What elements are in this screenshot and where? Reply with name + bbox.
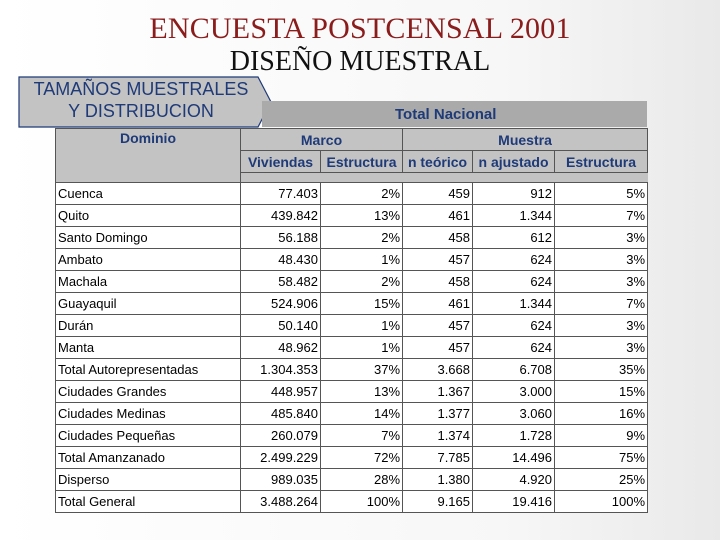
callout-text xyxy=(18,78,264,122)
estructura-muestra-cell: 75% xyxy=(555,447,648,469)
estructura-marco-cell: 13% xyxy=(321,381,403,403)
table-row xyxy=(56,447,648,469)
n-teorico-cell: 461 xyxy=(403,293,473,315)
estructura-marco-cell: 2% xyxy=(321,227,403,249)
viviendas-cell: 2.499.229 xyxy=(241,447,321,469)
n-teorico-cell: 459 xyxy=(403,183,473,205)
n-ajustado-cell: 1.344 xyxy=(473,293,555,315)
viviendas-cell: 50.140 xyxy=(241,315,321,337)
dominio-cell: Cuenca xyxy=(56,183,241,205)
table-row xyxy=(56,227,648,249)
n-teorico-cell: 457 xyxy=(403,337,473,359)
dominio-cell: Manta xyxy=(56,337,241,359)
estructura-muestra-cell: 25% xyxy=(555,469,648,491)
dominio-cell: Ciudades Pequeñas xyxy=(56,425,241,447)
n-teorico-cell: 7.785 xyxy=(403,447,473,469)
n-teorico-cell: 1.380 xyxy=(403,469,473,491)
n-ajustado-cell: 912 xyxy=(473,183,555,205)
slide-subtitle: DISEÑO MUESTRAL xyxy=(229,46,491,77)
dominio-cell: Disperso xyxy=(56,469,241,491)
table-row xyxy=(56,293,648,315)
callout-banner xyxy=(18,76,272,128)
dominio-header: Dominio xyxy=(56,129,241,183)
dominio-cell: Quito xyxy=(56,205,241,227)
n-teorico-cell: 3.668 xyxy=(403,359,473,381)
n-teorico-cell: 457 xyxy=(403,315,473,337)
dominio-cell: Ciudades Grandes xyxy=(56,381,241,403)
col-viviendas-header: Viviendas xyxy=(241,151,321,173)
estructura-muestra-cell: 5% xyxy=(555,183,648,205)
viviendas-cell: 48.962 xyxy=(241,337,321,359)
slide-title: ENCUESTA POSTCENSAL 2001 xyxy=(149,12,571,45)
n-ajustado-cell: 624 xyxy=(473,271,555,293)
estructura-muestra-cell: 7% xyxy=(555,293,648,315)
muestra-header: Muestra xyxy=(403,129,648,151)
dominio-cell: Santo Domingo xyxy=(56,227,241,249)
spacer-cell xyxy=(473,173,555,183)
n-ajustado-cell: 19.416 xyxy=(473,491,555,513)
table-row xyxy=(56,491,648,513)
spacer-cell xyxy=(555,173,648,183)
estructura-muestra-cell: 16% xyxy=(555,403,648,425)
n-ajustado-cell: 6.708 xyxy=(473,359,555,381)
estructura-marco-cell: 1% xyxy=(321,315,403,337)
n-ajustado-cell: 14.496 xyxy=(473,447,555,469)
dominio-cell: Durán xyxy=(56,315,241,337)
table-row xyxy=(56,403,648,425)
callout-line-1: TAMAÑOS MUESTRALES xyxy=(33,79,249,99)
total-nacional-label: Total Nacional xyxy=(395,106,497,123)
estructura-marco-cell: 1% xyxy=(321,249,403,271)
col-n-ajustado-header: n ajustado xyxy=(473,151,555,173)
n-ajustado-cell: 624 xyxy=(473,337,555,359)
estructura-muestra-cell: 7% xyxy=(555,205,648,227)
n-ajustado-cell: 1.344 xyxy=(473,205,555,227)
estructura-marco-cell: 14% xyxy=(321,403,403,425)
table-row xyxy=(56,359,648,381)
viviendas-cell: 3.488.264 xyxy=(241,491,321,513)
estructura-marco-cell: 7% xyxy=(321,425,403,447)
estructura-marco-cell: 13% xyxy=(321,205,403,227)
n-ajustado-cell: 1.728 xyxy=(473,425,555,447)
n-ajustado-cell: 4.920 xyxy=(473,469,555,491)
viviendas-cell: 524.906 xyxy=(241,293,321,315)
n-ajustado-cell: 3.060 xyxy=(473,403,555,425)
marco-header: Marco xyxy=(241,129,403,151)
viviendas-cell: 58.482 xyxy=(241,271,321,293)
viviendas-cell: 48.430 xyxy=(241,249,321,271)
n-teorico-cell: 1.374 xyxy=(403,425,473,447)
estructura-marco-cell: 1% xyxy=(321,337,403,359)
sample-size-table xyxy=(55,128,648,513)
dominio-cell: Ambato xyxy=(56,249,241,271)
estructura-muestra-cell: 3% xyxy=(555,337,648,359)
estructura-marco-cell: 15% xyxy=(321,293,403,315)
table-row xyxy=(56,271,648,293)
spacer-cell xyxy=(321,173,403,183)
table-row xyxy=(56,381,648,403)
n-ajustado-cell: 3.000 xyxy=(473,381,555,403)
estructura-marco-cell: 2% xyxy=(321,271,403,293)
viviendas-cell: 439.842 xyxy=(241,205,321,227)
n-teorico-cell: 1.377 xyxy=(403,403,473,425)
n-teorico-cell: 458 xyxy=(403,227,473,249)
estructura-marco-cell: 100% xyxy=(321,491,403,513)
n-teorico-cell: 9.165 xyxy=(403,491,473,513)
spacer-cell xyxy=(403,173,473,183)
n-teorico-cell: 1.367 xyxy=(403,381,473,403)
viviendas-cell: 1.304.353 xyxy=(241,359,321,381)
estructura-marco-cell: 72% xyxy=(321,447,403,469)
estructura-marco-cell: 37% xyxy=(321,359,403,381)
col-n-teorico-header: n teórico xyxy=(403,151,473,173)
table-row xyxy=(56,205,648,227)
estructura-muestra-cell: 3% xyxy=(555,315,648,337)
table-row xyxy=(56,469,648,491)
viviendas-cell: 485.840 xyxy=(241,403,321,425)
spacer-cell xyxy=(241,173,321,183)
callout-line-2: Y DISTRIBUCION xyxy=(68,101,214,121)
n-teorico-cell: 457 xyxy=(403,249,473,271)
estructura-marco-cell: 28% xyxy=(321,469,403,491)
table-row xyxy=(56,425,648,447)
estructura-marco-cell: 2% xyxy=(321,183,403,205)
n-teorico-cell: 461 xyxy=(403,205,473,227)
viviendas-cell: 989.035 xyxy=(241,469,321,491)
n-ajustado-cell: 624 xyxy=(473,249,555,271)
table-row xyxy=(56,249,648,271)
dominio-cell: Total Autorepresentadas xyxy=(56,359,241,381)
col-estructura-marco-header: Estructura xyxy=(321,151,403,173)
n-ajustado-cell: 612 xyxy=(473,227,555,249)
viviendas-cell: 56.188 xyxy=(241,227,321,249)
header-row-groups xyxy=(56,129,648,151)
viviendas-cell: 260.079 xyxy=(241,425,321,447)
table-row xyxy=(56,337,648,359)
viviendas-cell: 448.957 xyxy=(241,381,321,403)
table-row xyxy=(56,183,648,205)
estructura-muestra-cell: 15% xyxy=(555,381,648,403)
table-row xyxy=(56,315,648,337)
dominio-cell: Total General xyxy=(56,491,241,513)
dominio-cell: Total Amanzanado xyxy=(56,447,241,469)
estructura-muestra-cell: 3% xyxy=(555,249,648,271)
viviendas-cell: 77.403 xyxy=(241,183,321,205)
estructura-muestra-cell: 3% xyxy=(555,227,648,249)
estructura-muestra-cell: 3% xyxy=(555,271,648,293)
dominio-cell: Machala xyxy=(56,271,241,293)
n-ajustado-cell: 624 xyxy=(473,315,555,337)
dominio-cell: Guayaquil xyxy=(56,293,241,315)
estructura-muestra-cell: 100% xyxy=(555,491,648,513)
n-teorico-cell: 458 xyxy=(403,271,473,293)
estructura-muestra-cell: 9% xyxy=(555,425,648,447)
col-estructura-muestra-header: Estructura xyxy=(555,151,648,173)
dominio-cell: Ciudades Medinas xyxy=(56,403,241,425)
estructura-muestra-cell: 35% xyxy=(555,359,648,381)
table-body xyxy=(56,183,648,513)
